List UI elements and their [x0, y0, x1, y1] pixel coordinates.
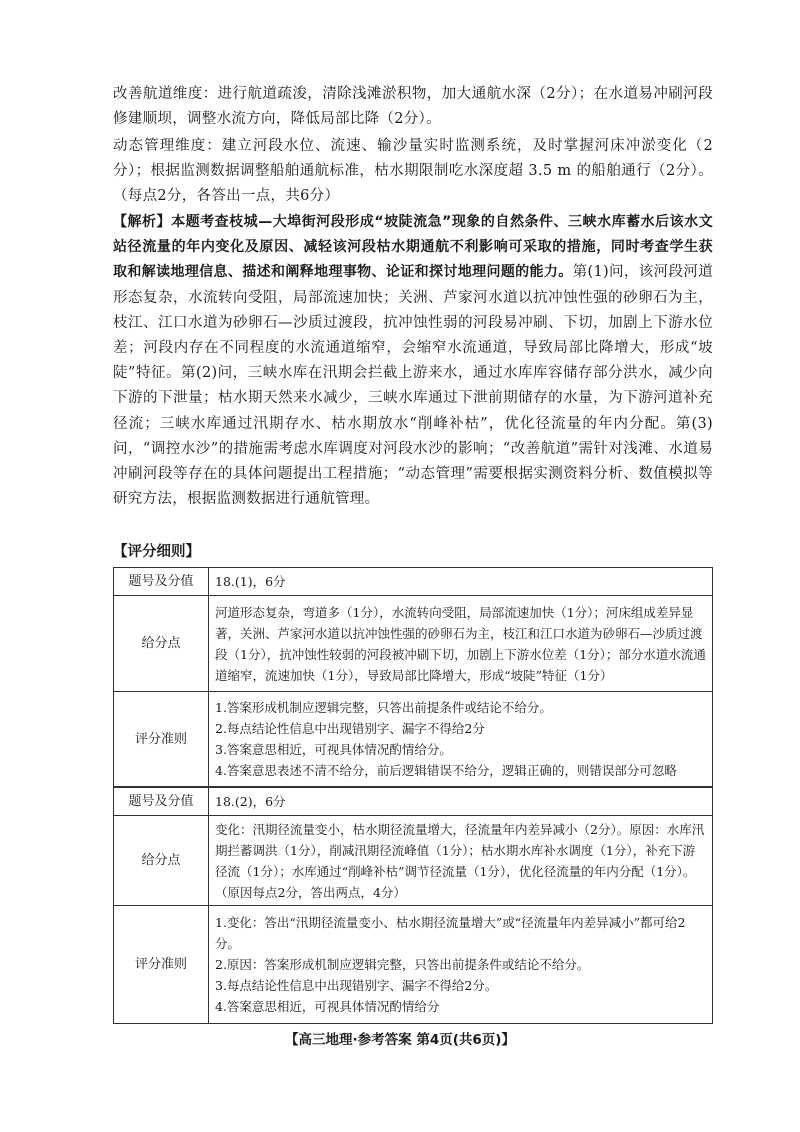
answer-paragraph-management: 动态管理维度：建立河段水位、流速、输沙量实时监测系统，及时掌握河床冲淤变化（2分）；根据监测数据调整船舶通航标准，枯水期限制吃水深度超 3.5 m 的船舶通行（2分）。（每点2分，各答出一点，共6分）	[113, 138, 713, 205]
label-points: 给分点	[114, 596, 209, 692]
rubric-heading: 【评分细则】	[113, 544, 200, 560]
criteria-item: 2.原因：答案形成机制应逻辑完整，只答出前提条件或结论不给分。	[215, 957, 590, 972]
label-criteria: 评分准则	[114, 906, 209, 1024]
question-value: 18.(1)，6分	[209, 568, 713, 596]
label-question: 题号及分值	[114, 568, 209, 596]
answer-paragraph-navigation: 改善航道维度：进行航道疏浚，清除浅滩淤积物，加大通航水深（2分）；在水道易冲刷河段修建顺坝，调整水流方向，降低局部比降（2分）。	[113, 86, 713, 128]
label-criteria: 评分准则	[114, 692, 209, 787]
page-footer: 【高三地理·参考答案 第4页(共6页)】	[285, 1032, 515, 1048]
criteria-item: 1.答案形成机制应逻辑完整，只答出前提条件或结论不给分。	[215, 700, 552, 715]
rubric-table-q2	[113, 787, 713, 1024]
scoring-criteria	[209, 906, 713, 1024]
scoring-points: 河道形态复杂，弯道多（1分），水流转向受阻，局部流速加快（1分）；河床组成差异显著，关洲、芦家河水道以抗冲蚀性强的砂卵石为主，枝江和江口水道为砂卵石—沙质过渡段（1分），抗冲蚀性较弱的河段被冲刷下切，加剧上下游水位差（1分）；部分水道水流通道缩窄，流速加快（1分），导致局部比降增大，形成“坡陡”特征（1分）	[209, 596, 713, 692]
criteria-item: 4.答案意思表述不清不给分，前后逻辑错误不给分，逻辑正确的，则错误部分可忽略	[215, 763, 677, 778]
analysis-intro: 【解析】本题考查枝城—大埠街河段形成“坡陡流急”现象的自然条件、三峡水库蓄水后该水文站径流量的年内变化及原因、减轻该河段枯水期通航不利影响可采取的措施，同时考查学生获取和解读地理信息、描述和阐释地理事物、论证和探讨地理问题的能力。	[113, 214, 713, 281]
criteria-item: 3.答案意思相近，可视具体情况酌情给分。	[215, 742, 452, 757]
label-question: 题号及分值	[114, 788, 209, 816]
analysis-paragraph	[113, 210, 713, 512]
label-points: 给分点	[114, 816, 209, 906]
rubric-table-q1	[113, 567, 713, 787]
question-value: 18.(2)，6分	[209, 788, 713, 816]
criteria-item: 1.变化：答出“汛期径流量变小、枯水期径流量增大”或“径流量年内差异减小”都可给2分。	[215, 915, 686, 951]
analysis-body: 第(1)问，该河段河道形态复杂，水流转向受阻，局部流速加快；关洲、芦家河水道以抗冲蚀性强的砂卵石为主，枝江、江口水道为砂卵石—沙质过渡段，抗冲蚀性弱的河段易冲刷、下切，加剧上下游水位差；河段内存在不同程度的水流通道缩窄，会缩窄水流通道，导致局部比降增大，形成“坡陡”特征。第(2)问，三峡水库在汛期会拦截上游来水，通过水库库容储存部分洪水，减少向下游的下泄量；枯水期天然来水减少，三峡水库通过下泄前期储存的水量，为下游河道补充径流；三峡水库通过汛期存水、枯水期放水“削峰补枯”，优化径流量的年内分配。第(3)问，“调控水沙”的措施需考虑水库调度对河段水沙的影响；“改善航道”需针对浅滩、水道易冲刷河段等存在的具体问题提出工程措施；“动态管理”需要根据实测资料分析、数值模拟等研究方法，根据监测数据进行通航管理。	[113, 264, 713, 508]
criteria-item: 4.答案意思相近，可视具体情况酌情给分	[215, 999, 440, 1014]
scoring-criteria	[209, 692, 713, 787]
scoring-points: 变化：汛期径流量变小，枯水期径流量增大，径流量年内差异减小（2分）。原因：水库汛期拦蓄调洪（1分），削减汛期径流峰值（1分）；枯水期水库补水调度（1分），补充下游径流（1分）；水库通过“削峰补枯”调节径流量（1分），优化径流量的年内分配（1分）。（原因每点2分，答出两点，4分）	[209, 816, 713, 906]
criteria-item: 3.每点结论性信息中出现错别字、漏字不得给2分。	[215, 978, 498, 993]
criteria-item: 2.每点结论性信息中出现错别字、漏字不得给2分	[215, 721, 485, 736]
